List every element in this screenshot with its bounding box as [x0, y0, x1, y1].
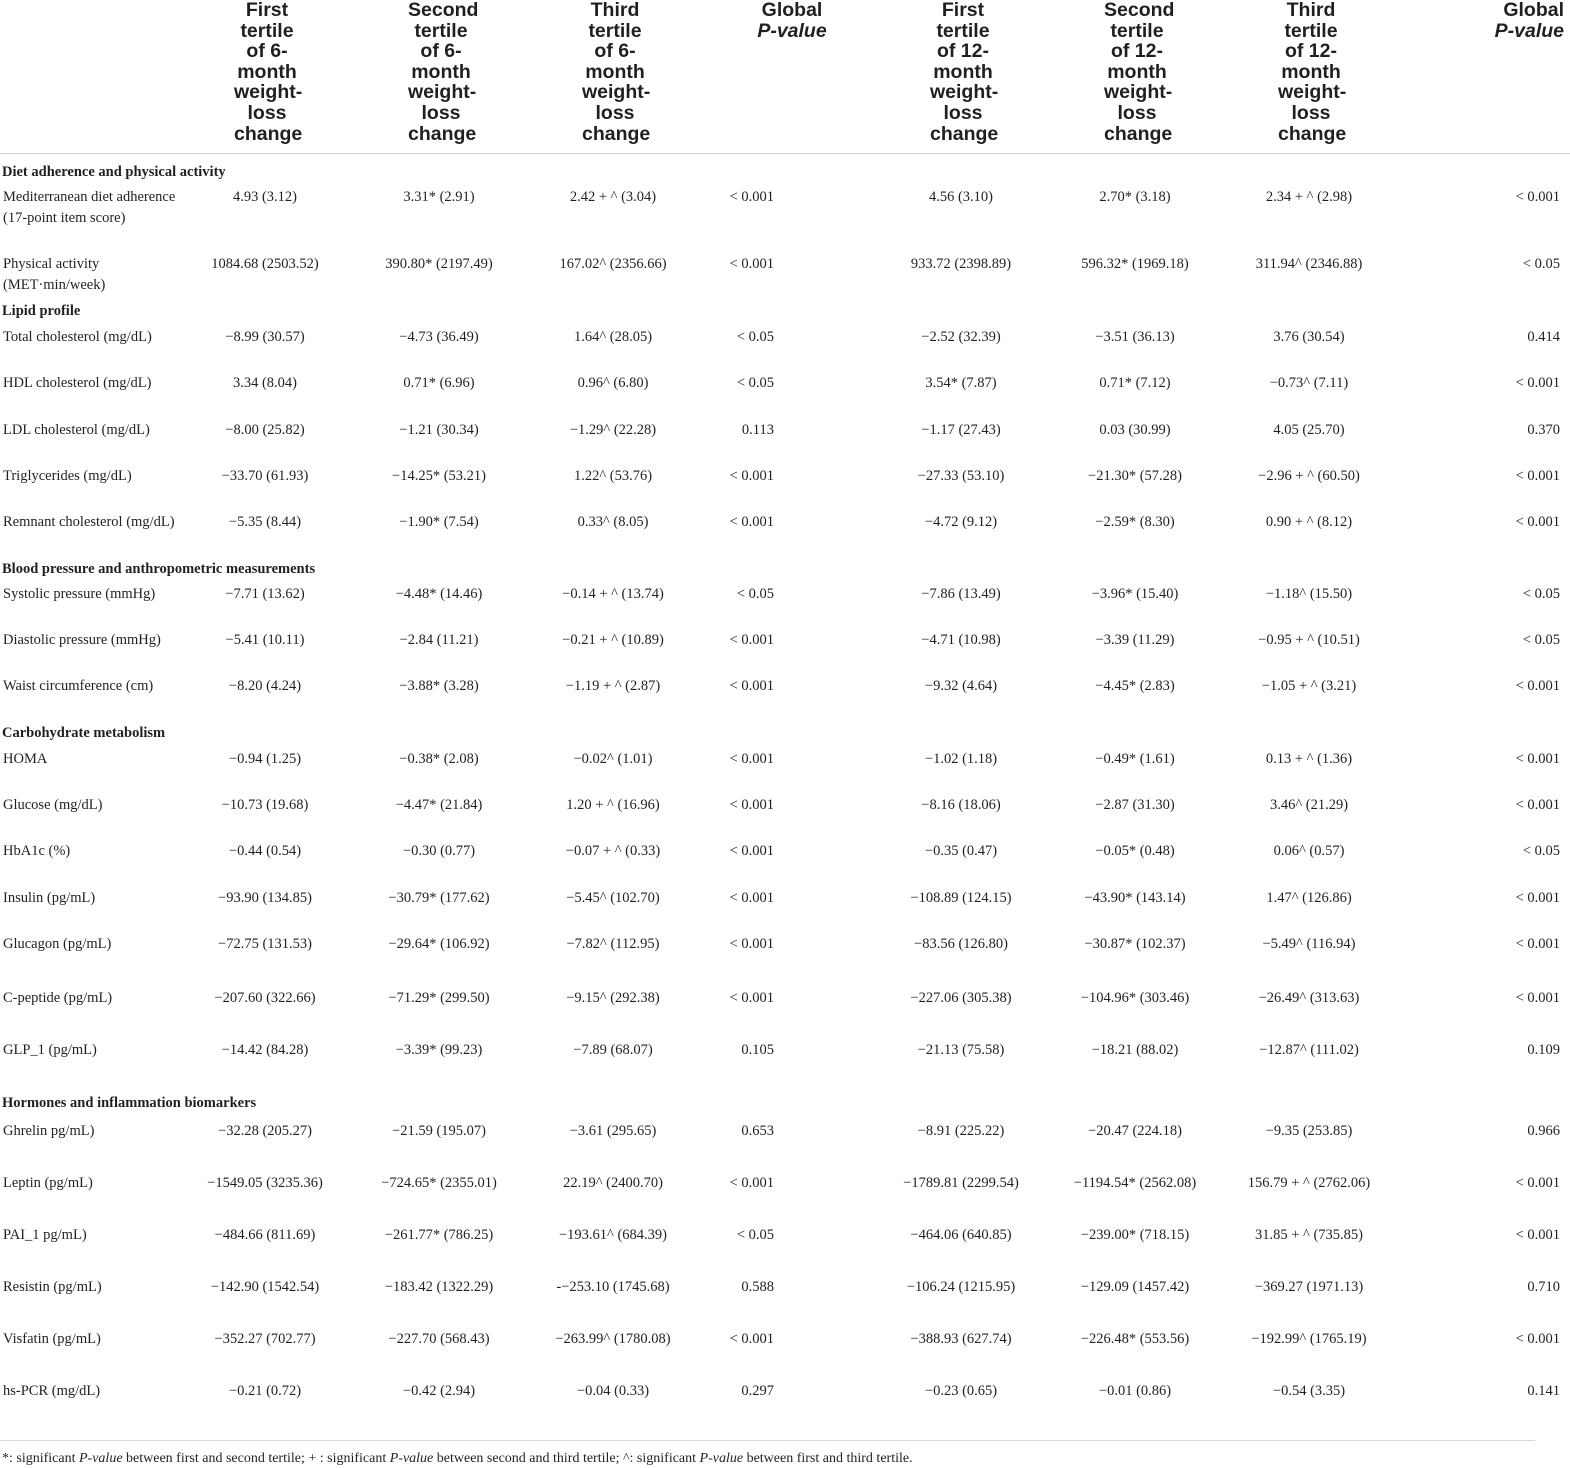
table-row: [0, 676, 1570, 723]
cell-first-tertile-6m: −32.28 (205.27): [218, 1123, 312, 1140]
cell-second-tertile-6m: −1.90* (7.54): [399, 513, 479, 530]
section-title: Lipid profile: [2, 303, 81, 320]
table-row: [0, 1329, 1570, 1381]
cell-second-tertile-12m: −43.90* (143.14): [1084, 889, 1186, 906]
header-third-tertile-6m: Third tertile of 6-month weight-loss change: [582, 0, 651, 145]
cell-global-pvalue-6m: < 0.05: [736, 328, 774, 345]
table-row: [0, 841, 1570, 888]
cell-first-tertile-6m: −207.60 (322.66): [214, 989, 316, 1006]
cell-first-tertile-12m: −1.17 (27.43): [921, 421, 1001, 438]
cell-second-tertile-6m: −71.29* (299.50): [388, 989, 490, 1006]
row-label: C-peptide (pg/mL): [3, 989, 113, 1006]
cell-third-tertile-6m: 0.96^ (6.80): [577, 374, 649, 391]
cell-first-tertile-12m: 3.54* (7.87): [925, 374, 997, 391]
row-label: Diastolic pressure (mmHg): [3, 632, 161, 649]
row-label: Mediterranean diet adherence (17-point item score): [3, 189, 176, 226]
cell-third-tertile-12m: −369.27 (1971.13): [1254, 1279, 1364, 1296]
row-label: GLP_1 (pg/mL): [3, 1041, 97, 1058]
cell-second-tertile-12m: −1194.54* (2562.08): [1073, 1175, 1197, 1192]
row-label: PAI_1 pg/mL): [3, 1227, 87, 1244]
cell-first-tertile-12m: −227.06 (305.38): [910, 989, 1012, 1006]
cell-third-tertile-12m: 0.90 + ^ (8.12): [1265, 513, 1353, 530]
footnote-pvalue-2: P-value: [389, 1451, 434, 1466]
cell-first-tertile-6m: −0.21 (0.72): [228, 1383, 302, 1400]
table-row: [0, 749, 1570, 795]
cell-first-tertile-12m: −464.06 (640.85): [910, 1227, 1012, 1244]
table-row: [0, 584, 1570, 630]
row-label: Insulin (pg/mL): [3, 889, 96, 906]
row-label: HOMA: [3, 750, 48, 767]
cell-first-tertile-12m: 933.72 (2398.89): [910, 256, 1012, 273]
cell-first-tertile-6m: 4.93 (3.12): [232, 189, 298, 206]
cell-third-tertile-12m: 31.85 + ^ (735.85): [1254, 1227, 1363, 1244]
cell-third-tertile-12m: −0.54 (3.35): [1272, 1383, 1346, 1400]
cell-global-pvalue-6m: < 0.001: [729, 678, 774, 695]
cell-global-pvalue-6m: < 0.001: [729, 935, 774, 952]
row-label: Waist circumference (cm): [3, 678, 154, 695]
cell-first-tertile-6m: −7.71 (13.62): [225, 586, 305, 603]
cell-second-tertile-12m: −226.48* (553.56): [1080, 1331, 1190, 1348]
section-title: Carbohydrate metabolism: [2, 725, 166, 742]
cell-global-pvalue-12m: < 0.001: [1515, 1175, 1560, 1192]
cell-second-tertile-6m: −0.38* (2.08): [399, 750, 479, 767]
cell-second-tertile-12m: 2.70* (3.18): [1099, 189, 1171, 206]
header-global-6m: Global: [761, 0, 823, 21]
cell-second-tertile-6m: −2.84 (11.21): [399, 632, 479, 649]
cell-first-tertile-12m: −106.24 (1215.95): [906, 1279, 1016, 1296]
cell-first-tertile-6m: −5.41 (10.11): [225, 632, 305, 649]
row-label: HDL cholesterol (mg/dL): [3, 374, 152, 391]
cell-third-tertile-12m: 0.06^ (0.57): [1273, 842, 1345, 859]
cell-first-tertile-12m: −4.72 (9.12): [924, 513, 998, 530]
cell-second-tertile-6m: 0.71* (6.96): [403, 374, 475, 391]
cell-global-pvalue-6m: < 0.001: [729, 1175, 774, 1192]
cell-second-tertile-6m: −4.47* (21.84): [395, 796, 483, 813]
table-row: [0, 327, 1570, 373]
section-title: Hormones and inflammation biomarkers: [2, 1094, 257, 1111]
footnote: [2, 1451, 913, 1467]
cell-third-tertile-12m: 4.05 (25.70): [1273, 421, 1345, 438]
cell-first-tertile-6m: −1549.05 (3235.36): [207, 1175, 323, 1192]
cell-global-pvalue-6m: 0.297: [741, 1383, 774, 1400]
cell-global-pvalue-12m: < 0.001: [1515, 374, 1560, 391]
cell-second-tertile-12m: −20.47 (224.18): [1088, 1123, 1182, 1140]
cell-second-tertile-6m: 3.31* (2.91): [403, 189, 475, 206]
row-label: Systolic pressure (mmHg): [3, 586, 156, 603]
cell-third-tertile-6m: 1.64^ (28.05): [573, 328, 653, 345]
cell-second-tertile-6m: −3.88* (3.28): [399, 678, 479, 695]
cell-global-pvalue-12m: < 0.001: [1515, 513, 1560, 530]
cell-global-pvalue-6m: < 0.001: [729, 1331, 774, 1348]
table-header-row: [0, 0, 1570, 154]
cell-global-pvalue-6m: < 0.001: [729, 842, 774, 859]
cell-global-pvalue-12m: < 0.05: [1522, 632, 1560, 649]
cell-third-tertile-12m: 2.34 + ^ (2.98): [1265, 189, 1353, 206]
cell-first-tertile-12m: −0.35 (0.47): [924, 842, 998, 859]
cell-second-tertile-12m: −0.49* (1.61): [1095, 750, 1175, 767]
cell-second-tertile-6m: −14.25* (53.21): [392, 467, 486, 484]
cell-first-tertile-6m: −142.90 (1542.54): [210, 1279, 320, 1296]
row-label: LDL cholesterol (mg/dL): [3, 421, 150, 438]
header-third-tertile-12m: Third tertile of 12-month weight-loss change: [1278, 0, 1347, 145]
cell-global-pvalue-6m: < 0.001: [729, 513, 774, 530]
cell-second-tertile-6m: −29.64* (106.92): [388, 935, 490, 952]
row-label: hs-PCR (mg/dL): [3, 1383, 101, 1400]
cell-second-tertile-12m: −2.87 (31.30): [1095, 796, 1175, 813]
cell-third-tertile-12m: 3.76 (30.54): [1273, 328, 1345, 345]
cell-global-pvalue-6m: < 0.001: [729, 889, 774, 906]
header-second-tertile-12m: Second tertile of 12-month weight-loss change: [1104, 0, 1175, 145]
cell-global-pvalue-12m: < 0.001: [1515, 889, 1560, 906]
cell-third-tertile-6m: −0.14 + ^ (13.74): [562, 586, 664, 603]
cell-third-tertile-6m: −7.89 (68.07): [573, 1041, 653, 1058]
section-title: Diet adherence and physical activity: [2, 163, 226, 180]
cell-global-pvalue-6m: < 0.001: [729, 796, 774, 813]
header-pvalue-12m: P-value: [1494, 19, 1564, 42]
cell-second-tertile-12m: −0.01 (0.86): [1098, 1383, 1172, 1400]
header-label: [0, 0, 178, 154]
cell-first-tertile-6m: −8.00 (25.82): [225, 421, 305, 438]
cell-third-tertile-6m: −3.61 (295.65): [569, 1123, 657, 1140]
header-first-tertile-6m: First tertile of 6-month weight-loss change: [234, 0, 303, 145]
cell-third-tertile-6m: 1.22^ (53.76): [573, 467, 653, 484]
cell-global-pvalue-12m: 0.710: [1527, 1279, 1560, 1296]
cell-global-pvalue-12m: 0.109: [1527, 1041, 1560, 1058]
cell-third-tertile-6m: −0.02^ (1.01): [573, 750, 653, 767]
cell-first-tertile-6m: −8.20 (4.24): [228, 678, 302, 695]
table-row: [0, 1121, 1570, 1173]
cell-second-tertile-6m: −30.79* (177.62): [388, 889, 490, 906]
cell-global-pvalue-6m: 0.588: [741, 1279, 774, 1296]
cell-third-tertile-6m: −1.19 + ^ (2.87): [565, 678, 661, 695]
cell-global-pvalue-6m: 0.113: [741, 421, 774, 438]
section-row: [0, 301, 1570, 327]
cell-second-tertile-6m: −4.48* (14.46): [395, 586, 483, 603]
row-label: Glucagon (pg/mL): [3, 935, 112, 952]
cell-third-tertile-12m: −26.49^ (313.63): [1258, 989, 1360, 1006]
cell-global-pvalue-12m: 0.141: [1527, 1383, 1560, 1400]
table-row: [0, 934, 1570, 988]
cell-third-tertile-6m: −5.45^ (102.70): [566, 889, 660, 906]
cell-third-tertile-12m: 3.46^ (21.29): [1269, 796, 1349, 813]
cell-global-pvalue-12m: < 0.001: [1515, 796, 1560, 813]
cell-third-tertile-12m: −0.95 + ^ (10.51): [1258, 632, 1360, 649]
cell-global-pvalue-6m: < 0.05: [736, 374, 774, 391]
row-label: HbA1c (%): [3, 842, 71, 859]
cell-third-tertile-6m: −7.82^ (112.95): [566, 935, 660, 952]
cell-global-pvalue-12m: < 0.001: [1515, 678, 1560, 695]
header-pvalue-6m: P-value: [757, 19, 827, 42]
cell-second-tertile-6m: −1.21 (30.34): [399, 421, 479, 438]
cell-third-tertile-6m: -−253.10 (1745.68): [556, 1279, 670, 1296]
cell-first-tertile-12m: −1789.81 (2299.54): [903, 1175, 1019, 1192]
cell-third-tertile-6m: −0.21 + ^ (10.89): [562, 632, 664, 649]
cell-first-tertile-12m: −7.86 (13.49): [921, 586, 1001, 603]
cell-global-pvalue-6m: < 0.001: [729, 989, 774, 1006]
cell-global-pvalue-6m: < 0.001: [729, 632, 774, 649]
cell-global-pvalue-12m: < 0.001: [1515, 189, 1560, 206]
cell-first-tertile-12m: −27.33 (53.10): [917, 467, 1005, 484]
footer-rule: [0, 1440, 1535, 1441]
cell-third-tertile-6m: 1.20 + ^ (16.96): [566, 796, 660, 813]
cell-first-tertile-6m: −0.94 (1.25): [228, 750, 302, 767]
cell-global-pvalue-12m: < 0.001: [1515, 1227, 1560, 1244]
cell-second-tertile-12m: −3.96* (15.40): [1091, 586, 1179, 603]
cell-second-tertile-6m: −3.39* (99.23): [395, 1041, 483, 1058]
cell-global-pvalue-12m: < 0.05: [1522, 586, 1560, 603]
header-global-pvalue-6m: [700, 0, 874, 154]
table-row: [0, 1040, 1570, 1093]
cell-third-tertile-12m: −1.18^ (15.50): [1265, 586, 1353, 603]
cell-second-tertile-12m: −129.09 (1457.42): [1080, 1279, 1190, 1296]
cell-global-pvalue-12m: < 0.001: [1515, 989, 1560, 1006]
cell-third-tertile-6m: 0.33^ (8.05): [577, 513, 649, 530]
cell-first-tertile-6m: 3.34 (8.04): [232, 374, 298, 391]
cell-third-tertile-12m: −0.73^ (7.11): [1269, 374, 1349, 391]
cell-first-tertile-12m: −1.02 (1.18): [924, 750, 998, 767]
cell-first-tertile-12m: −108.89 (124.15): [910, 889, 1012, 906]
cell-first-tertile-6m: −10.73 (19.68): [221, 796, 309, 813]
cell-third-tertile-6m: 2.42 + ^ (3.04): [569, 189, 657, 206]
cell-second-tertile-6m: −227.70 (568.43): [388, 1331, 490, 1348]
table-row: [0, 1381, 1570, 1433]
cell-second-tertile-12m: −2.59* (8.30): [1095, 513, 1175, 530]
row-label: Remnant cholesterol (mg/dL): [3, 513, 175, 530]
footnote-part1: *: significant: [2, 1451, 79, 1466]
cell-global-pvalue-12m: < 0.05: [1522, 256, 1560, 273]
cell-first-tertile-12m: 4.56 (3.10): [928, 189, 994, 206]
cell-global-pvalue-12m: < 0.001: [1515, 935, 1560, 952]
cell-third-tertile-6m: 167.02^ (2356.66): [559, 256, 667, 273]
cell-global-pvalue-6m: < 0.001: [729, 750, 774, 767]
cell-third-tertile-12m: −192.99^ (1765.19): [1251, 1331, 1367, 1348]
cell-second-tertile-6m: 390.80* (2197.49): [385, 256, 493, 273]
cell-global-pvalue-6m: < 0.001: [729, 189, 774, 206]
cell-first-tertile-6m: −8.99 (30.57): [225, 328, 305, 345]
table-row: [0, 420, 1570, 466]
cell-first-tertile-6m: −0.44 (0.54): [228, 842, 302, 859]
cell-second-tertile-12m: 0.03 (30.99): [1099, 421, 1171, 438]
cell-second-tertile-6m: −261.77* (786.25): [384, 1227, 494, 1244]
cell-third-tertile-12m: −12.87^ (111.02): [1259, 1041, 1359, 1058]
cell-second-tertile-6m: −724.65* (2355.01): [381, 1175, 497, 1192]
cell-second-tertile-12m: −30.87* (102.37): [1084, 935, 1186, 952]
cell-global-pvalue-12m: < 0.001: [1515, 467, 1560, 484]
cell-third-tertile-6m: −9.15^ (292.38): [566, 989, 660, 1006]
footnote-pvalue-1: P-value: [79, 1451, 123, 1466]
table-row: [0, 1277, 1570, 1329]
cell-second-tertile-12m: −239.00* (718.15): [1080, 1227, 1190, 1244]
cell-first-tertile-12m: −388.93 (627.74): [910, 1331, 1012, 1348]
cell-global-pvalue-12m: < 0.001: [1515, 750, 1560, 767]
cell-first-tertile-12m: −9.32 (4.64): [924, 678, 998, 695]
cell-global-pvalue-6m: < 0.05: [736, 586, 774, 603]
footnote-pvalue-3: P-value: [699, 1451, 744, 1466]
header-first-tertile-12m: First tertile of 12-month weight-loss change: [930, 0, 999, 145]
section-row: [0, 723, 1570, 749]
table-row: [0, 795, 1570, 841]
cell-second-tertile-6m: −0.30 (0.77): [402, 842, 476, 859]
cell-first-tertile-12m: −83.56 (126.80): [914, 935, 1008, 952]
row-label: Resistin (pg/mL): [3, 1279, 102, 1296]
cell-first-tertile-12m: −8.16 (18.06): [921, 796, 1001, 813]
cell-global-pvalue-6m: < 0.001: [729, 256, 774, 273]
cell-first-tertile-12m: −2.52 (32.39): [921, 328, 1001, 345]
section-row: [0, 559, 1570, 585]
cell-second-tertile-12m: −21.30* (57.28): [1088, 467, 1182, 484]
row-label: Physical activity (MET·min/week): [3, 256, 106, 293]
cell-first-tertile-12m: −21.13 (75.58): [917, 1041, 1005, 1058]
table-row: [0, 254, 1570, 301]
cell-global-pvalue-12m: 0.414: [1527, 328, 1560, 345]
cell-global-pvalue-6m: 0.653: [741, 1123, 774, 1140]
row-label: Triglycerides (mg/dL): [3, 467, 132, 484]
footnote-part4: between first and third tertile.: [743, 1451, 913, 1466]
cell-first-tertile-6m: −33.70 (61.93): [221, 467, 309, 484]
cell-third-tertile-6m: −263.99^ (1780.08): [555, 1331, 671, 1348]
cell-third-tertile-6m: 22.19^ (2400.70): [563, 1175, 663, 1192]
cell-global-pvalue-12m: < 0.001: [1515, 1331, 1560, 1348]
cell-third-tertile-12m: −2.96 + ^ (60.50): [1258, 467, 1360, 484]
cell-global-pvalue-6m: < 0.001: [729, 467, 774, 484]
cell-global-pvalue-6m: 0.105: [741, 1041, 774, 1058]
cell-first-tertile-6m: −14.42 (84.28): [221, 1041, 309, 1058]
table-row: [0, 988, 1570, 1040]
table-row: [0, 373, 1570, 420]
footnote-part3: between second and third tertile; ^: significant: [433, 1451, 700, 1466]
cell-third-tertile-12m: 0.13 + ^ (1.36): [1265, 750, 1353, 767]
cell-global-pvalue-12m: 0.370: [1527, 421, 1560, 438]
cell-third-tertile-12m: 311.94^ (2346.88): [1255, 256, 1363, 273]
cell-first-tertile-12m: −4.71 (10.98): [921, 632, 1001, 649]
cell-global-pvalue-6m: < 0.05: [736, 1227, 774, 1244]
cell-second-tertile-12m: −3.51 (36.13): [1095, 328, 1175, 345]
header-second-tertile-6m: Second tertile of 6-month weight-loss change: [408, 0, 479, 145]
row-label: Ghrelin pg/mL): [3, 1123, 95, 1140]
cell-first-tertile-6m: 1084.68 (2503.52): [211, 256, 319, 273]
cell-first-tertile-6m: −352.27 (702.77): [214, 1331, 316, 1348]
cell-second-tertile-12m: −3.39 (11.29): [1095, 632, 1175, 649]
section-row: [0, 162, 1570, 188]
header-global-pvalue-12m: [1396, 0, 1570, 154]
section-title: Blood pressure and anthropometric measurements: [2, 560, 316, 577]
header-global-12m: Global: [1503, 0, 1564, 21]
cell-second-tertile-12m: −104.96* (303.46): [1080, 989, 1190, 1006]
row-label: Total cholesterol (mg/dL): [3, 328, 152, 345]
cell-first-tertile-6m: −93.90 (134.85): [218, 889, 312, 906]
cell-second-tertile-6m: −21.59 (195.07): [392, 1123, 486, 1140]
table-row: [0, 1173, 1570, 1225]
table-row: [0, 1225, 1570, 1277]
cell-first-tertile-12m: −8.91 (225.22): [917, 1123, 1005, 1140]
cell-third-tertile-12m: −5.49^ (116.94): [1262, 935, 1356, 952]
table-row: [0, 466, 1570, 512]
cell-first-tertile-12m: −0.23 (0.65): [924, 1383, 998, 1400]
cell-third-tertile-12m: 1.47^ (126.86): [1266, 889, 1352, 906]
cell-second-tertile-12m: −4.45* (2.83): [1095, 678, 1175, 695]
cell-second-tertile-12m: −18.21 (88.02): [1091, 1041, 1179, 1058]
table-row: [0, 888, 1570, 934]
cell-first-tertile-6m: −484.66 (811.69): [214, 1227, 316, 1244]
cell-second-tertile-6m: −4.73 (36.49): [399, 328, 479, 345]
cell-third-tertile-6m: −1.29^ (22.28): [569, 421, 657, 438]
cell-global-pvalue-12m: 0.966: [1527, 1123, 1560, 1140]
row-label: Visfatin (pg/mL): [3, 1331, 101, 1348]
cell-third-tertile-12m: −1.05 + ^ (3.21): [1261, 678, 1357, 695]
cell-second-tertile-12m: 596.32* (1969.18): [1081, 256, 1189, 273]
cell-third-tertile-12m: −9.35 (253.85): [1265, 1123, 1353, 1140]
row-label: Leptin (pg/mL): [3, 1175, 93, 1192]
cell-first-tertile-6m: −5.35 (8.44): [228, 513, 302, 530]
cell-second-tertile-12m: −0.05* (0.48): [1095, 842, 1175, 859]
row-label: Glucose (mg/dL): [3, 796, 103, 813]
cell-global-pvalue-12m: < 0.05: [1522, 842, 1560, 859]
cell-second-tertile-6m: −0.42 (2.94): [402, 1383, 476, 1400]
cell-second-tertile-6m: −183.42 (1322.29): [384, 1279, 494, 1296]
cell-second-tertile-12m: 0.71* (7.12): [1099, 374, 1171, 391]
cell-third-tertile-6m: −0.04 (0.33): [576, 1383, 650, 1400]
section-row: [0, 1093, 1570, 1122]
table-row: [0, 630, 1570, 676]
cell-third-tertile-6m: −0.07 + ^ (0.33): [565, 842, 661, 859]
cell-first-tertile-6m: −72.75 (131.53): [218, 935, 312, 952]
cell-third-tertile-6m: −193.61^ (684.39): [558, 1227, 667, 1244]
cell-third-tertile-12m: 156.79 + ^ (2762.06): [1247, 1175, 1371, 1192]
table-row: [0, 187, 1570, 254]
table-row: [0, 512, 1570, 559]
footnote-part2: between first and second tertile; + : significant: [122, 1451, 390, 1466]
